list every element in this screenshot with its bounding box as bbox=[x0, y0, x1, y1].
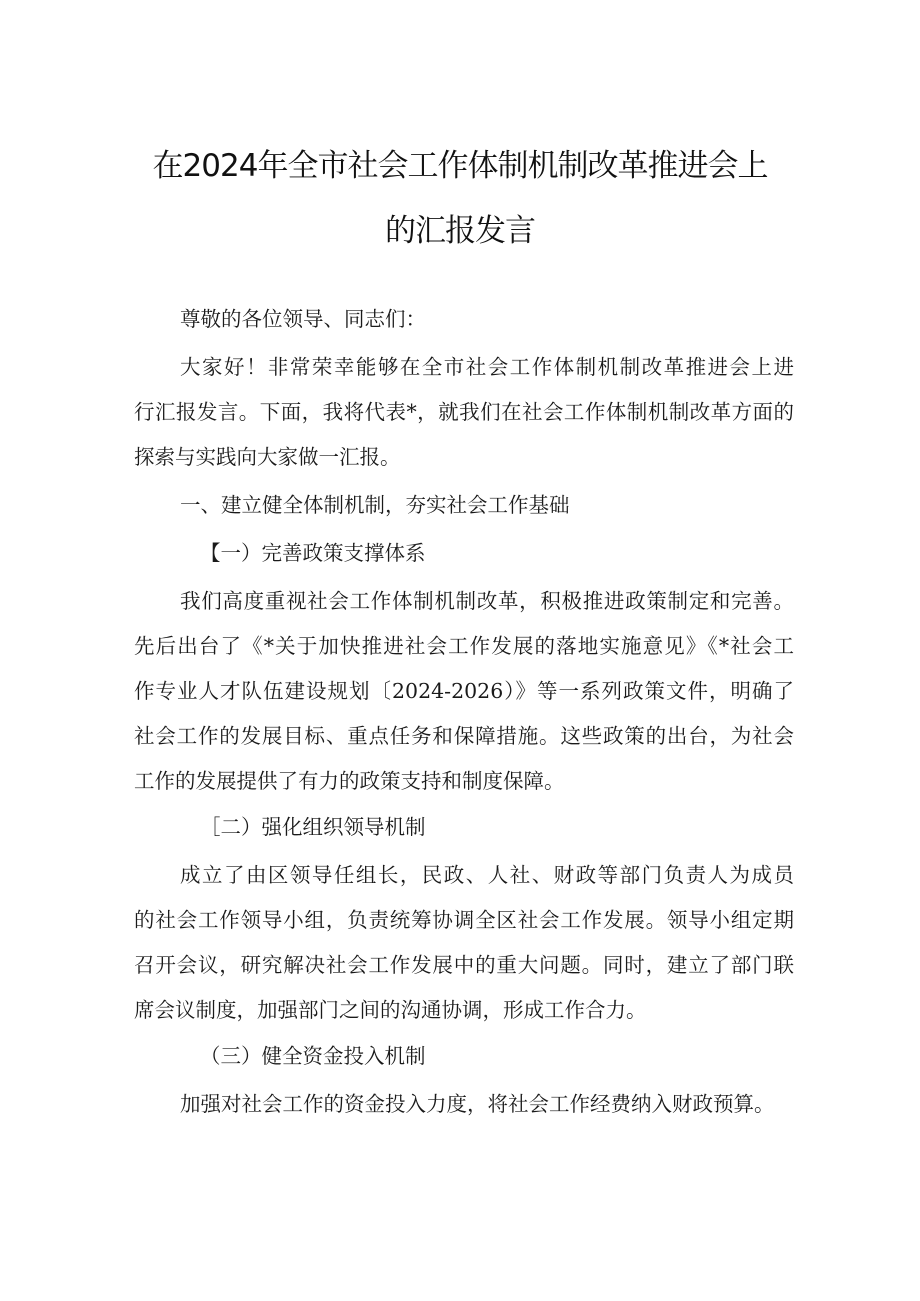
intro-line-2: 行汇报发言。下面，我将代表*，就我们在社会工作体制机制改革方面的 bbox=[134, 400, 794, 424]
subsection-1-heading: 【一）完善政策支撑体系 bbox=[200, 541, 426, 565]
salutation: 尊敬的各位领导、同志们： bbox=[180, 307, 426, 331]
subsection-2-line-3: 召开会议，研究解决社会工作发展中的重大问题。同时，建立了部门联 bbox=[134, 953, 794, 977]
subsection-2-heading: ［二）强化组织领导机制 bbox=[200, 815, 426, 839]
subsection-2-line-2: 的社会工作领导小组，负责统筹协调全区社会工作发展。领导小组定期 bbox=[134, 908, 794, 932]
subsection-1-line-5: 工作的发展提供了有力的政策支持和制度保障。 bbox=[134, 769, 565, 793]
section-1-heading: 一、建立健全体制机制，夯实社会工作基础 bbox=[180, 493, 570, 517]
subsection-1-line-4: 社会工作的发展目标、重点任务和保障措施。这些政策的出台，为社会 bbox=[134, 724, 794, 748]
subsection-1-line-3: 作专业人才队伍建设规划〔2024-2026）》等一系列政策文件，明确了 bbox=[134, 679, 794, 703]
document-title-line-2: 的汇报发言 bbox=[385, 213, 535, 249]
document-title-line-1: 在2024年全市社会工作体制机制改革推进会上 bbox=[152, 148, 768, 184]
subsection-2-line-4: 席会议制度，加强部门之间的沟通协调，形成工作合力。 bbox=[134, 998, 647, 1022]
subsection-1-line-2: 先后出台了《*关于加快推进社会工作发展的落地实施意见》《*社会工 bbox=[134, 634, 794, 658]
subsection-2-line-1: 成立了由区领导任组长，民政、人社、财政等部门负责人为成员 bbox=[180, 863, 794, 887]
subsection-1-line-1: 我们高度重视社会工作体制机制改革，积极推进政策制定和完善。 bbox=[180, 589, 794, 613]
intro-line-3: 探索与实践向大家做一汇报。 bbox=[134, 445, 401, 469]
subsection-3-heading: （三）健全资金投入机制 bbox=[200, 1044, 426, 1068]
subsection-3-line-1: 加强对社会工作的资金投入力度，将社会工作经费纳入财政预算。 bbox=[180, 1092, 775, 1116]
intro-line-1: 大家好！非常荣幸能够在全市社会工作体制机制改革推进会上进 bbox=[180, 355, 794, 379]
